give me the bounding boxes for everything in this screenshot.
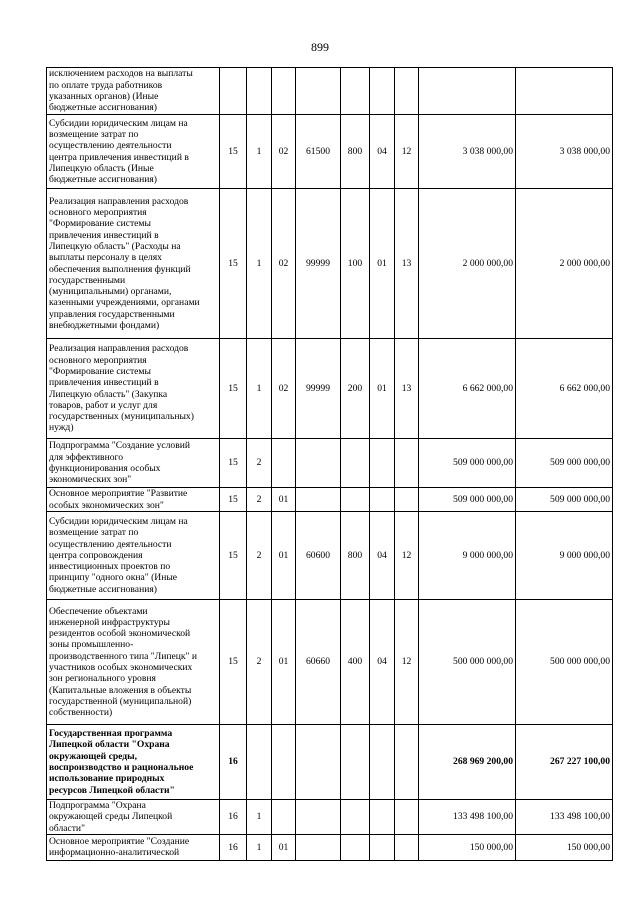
amount-year-1: 2 000 000,00 [419, 189, 516, 339]
code-activity [272, 725, 296, 800]
code-program: 15 [220, 600, 247, 725]
code-subprogram: 1 [247, 834, 272, 860]
row-name: Реализация направления расходов основного мероприятия "Формирование системы привлечения инвестиций в Липецкую область" (Закупка товаров, работ и услуг для государственных (муниципальных) нужд) [47, 339, 220, 439]
code-activity: 01 [272, 512, 296, 600]
code-subprogram [247, 68, 272, 115]
code-subsection: 13 [395, 339, 419, 439]
table-row [47, 488, 613, 512]
row-name: Основное мероприятие "Создание информационно-аналитической [47, 834, 220, 860]
code-program: 16 [220, 834, 247, 860]
code-direction [296, 439, 341, 488]
code-section: 04 [370, 115, 395, 189]
code-activity: 02 [272, 189, 296, 339]
row-name: Субсидии юридическим лицам на возмещение затрат по осуществлению деятельности центра сопровождения инвестиционных проектов по принципу "одного окна" (Иные бюджетные ассигнования) [47, 512, 220, 600]
amount-year-2: 500 000 000,00 [516, 600, 613, 725]
code-section: 04 [370, 600, 395, 725]
code-direction: 60600 [296, 512, 341, 600]
code-section [370, 834, 395, 860]
code-expense-type: 400 [341, 600, 370, 725]
code-section [370, 488, 395, 512]
code-activity: 01 [272, 488, 296, 512]
row-name: Подпрограмма "Охрана окружающей среды Липецкой области" [47, 800, 220, 835]
amount-year-2: 267 227 100,00 [516, 725, 613, 800]
amount-year-2: 9 000 000,00 [516, 512, 613, 600]
code-expense-type [341, 800, 370, 835]
code-subsection [395, 439, 419, 488]
code-expense-type [341, 488, 370, 512]
amount-year-1: 9 000 000,00 [419, 512, 516, 600]
row-name: Государственная программа Липецкой области "Охрана окружающей среды, воспроизводство и рациональное использование природных ресурсов Липецкой области" [47, 725, 220, 800]
code-subsection [395, 834, 419, 860]
code-expense-type: 800 [341, 115, 370, 189]
table-row [47, 800, 613, 835]
code-section: 04 [370, 512, 395, 600]
code-section [370, 725, 395, 800]
code-expense-type: 800 [341, 512, 370, 600]
amount-year-2: 133 498 100,00 [516, 800, 613, 835]
code-activity [272, 68, 296, 115]
code-subprogram: 1 [247, 800, 272, 835]
code-section [370, 439, 395, 488]
code-program: 15 [220, 115, 247, 189]
amount-year-2: 2 000 000,00 [516, 189, 613, 339]
amount-year-2: 150 000,00 [516, 834, 613, 860]
amount-year-1: 509 000 000,00 [419, 488, 516, 512]
table-row [47, 600, 613, 725]
code-expense-type [341, 439, 370, 488]
code-direction: 99999 [296, 189, 341, 339]
code-expense-type: 100 [341, 189, 370, 339]
table-row [47, 725, 613, 800]
code-subprogram [247, 725, 272, 800]
code-subsection [395, 68, 419, 115]
code-activity: 01 [272, 600, 296, 725]
code-program: 15 [220, 189, 247, 339]
code-direction [296, 725, 341, 800]
row-name: Обеспечение объектами инженерной инфраструктуры резидентов особой экономической зоны промышленно- производственного типа "Липецк" и участников особых экономических зон регионального уровня (Капитальные вложения в объекты государственной (муниципальной) собственности) [47, 600, 220, 725]
code-subsection: 12 [395, 115, 419, 189]
code-subprogram: 1 [247, 339, 272, 439]
code-direction: 99999 [296, 339, 341, 439]
budget-table [46, 67, 613, 861]
code-activity: 02 [272, 339, 296, 439]
row-name: Основное мероприятие "Развитие особых экономических зон" [47, 488, 220, 512]
amount-year-1: 133 498 100,00 [419, 800, 516, 835]
code-subsection: 13 [395, 189, 419, 339]
code-section [370, 68, 395, 115]
table-row [47, 68, 613, 115]
amount-year-2: 3 038 000,00 [516, 115, 613, 189]
code-program: 15 [220, 439, 247, 488]
amount-year-1: 150 000,00 [419, 834, 516, 860]
code-direction [296, 834, 341, 860]
amount-year-2 [516, 68, 613, 115]
code-subsection: 12 [395, 600, 419, 725]
amount-year-1 [419, 68, 516, 115]
amount-year-1: 3 038 000,00 [419, 115, 516, 189]
code-subprogram: 2 [247, 600, 272, 725]
table-row [47, 834, 613, 860]
row-name: исключением расходов на выплаты по оплате труда работников указанных органов) (Иные бюджетные ассигнования) [47, 68, 220, 115]
code-expense-type: 200 [341, 339, 370, 439]
code-section [370, 800, 395, 835]
code-activity [272, 439, 296, 488]
table-body [47, 68, 613, 861]
code-subsection: 12 [395, 512, 419, 600]
amount-year-1: 6 662 000,00 [419, 339, 516, 439]
code-subprogram: 2 [247, 512, 272, 600]
code-program: 15 [220, 488, 247, 512]
row-name: Реализация направления расходов основного мероприятия "Формирование системы привлечения инвестиций в Липецкую область" (Расходы на выплаты персоналу в целях обеспечения выполнения функций государственными (муниципальными) органами, казенными учреждениями, органами управления государственными внебюджетными фондами) [47, 189, 220, 339]
code-subprogram: 2 [247, 439, 272, 488]
table-row [47, 115, 613, 189]
code-program: 16 [220, 800, 247, 835]
code-direction: 61500 [296, 115, 341, 189]
amount-year-1: 509 000 000,00 [419, 439, 516, 488]
amount-year-2: 509 000 000,00 [516, 488, 613, 512]
code-expense-type [341, 834, 370, 860]
code-program: 15 [220, 339, 247, 439]
amount-year-1: 268 969 200,00 [419, 725, 516, 800]
code-subprogram: 1 [247, 115, 272, 189]
code-activity [272, 800, 296, 835]
code-expense-type [341, 725, 370, 800]
code-subsection [395, 488, 419, 512]
page-number: 899 [311, 40, 329, 54]
code-subsection [395, 725, 419, 800]
code-section: 01 [370, 189, 395, 339]
code-program: 16 [220, 725, 247, 800]
code-direction [296, 68, 341, 115]
code-section: 01 [370, 339, 395, 439]
code-direction [296, 800, 341, 835]
code-subsection [395, 800, 419, 835]
code-activity: 01 [272, 834, 296, 860]
code-direction: 60660 [296, 600, 341, 725]
amount-year-1: 500 000 000,00 [419, 600, 516, 725]
code-activity: 02 [272, 115, 296, 189]
code-program: 15 [220, 512, 247, 600]
table-row [47, 189, 613, 339]
code-expense-type [341, 68, 370, 115]
table-row [47, 439, 613, 488]
amount-year-2: 509 000 000,00 [516, 439, 613, 488]
amount-year-2: 6 662 000,00 [516, 339, 613, 439]
code-subprogram: 2 [247, 488, 272, 512]
code-program [220, 68, 247, 115]
table-row [47, 339, 613, 439]
code-direction [296, 488, 341, 512]
row-name: Субсидии юридическим лицам на возмещение затрат по осуществлению деятельности центра привлечения инвестиций в Липецкую область (Иные бюджетные ассигнования) [47, 115, 220, 189]
code-subprogram: 1 [247, 189, 272, 339]
row-name: Подпрограмма "Создание условий для эффективного функционирования особых экономических зон" [47, 439, 220, 488]
table-row [47, 512, 613, 600]
